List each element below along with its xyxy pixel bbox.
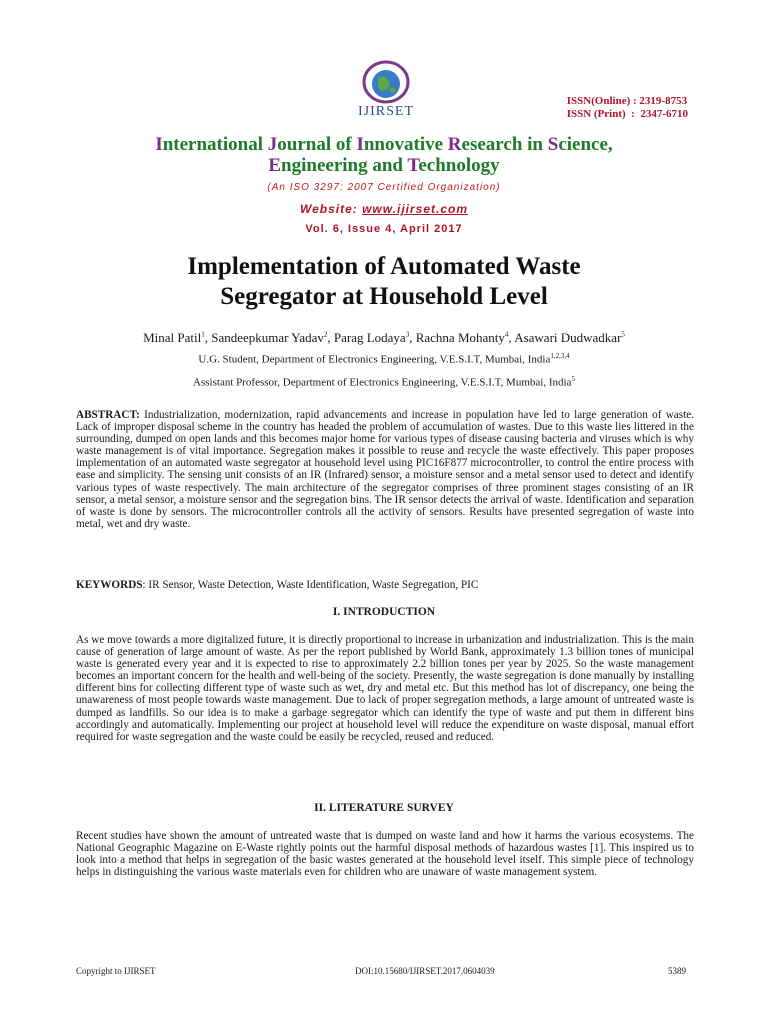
website-label: Website: xyxy=(299,202,363,216)
keywords-label: KEYWORDS xyxy=(76,579,143,591)
journal-title-word: Engineering xyxy=(268,155,368,176)
journal-title-word: and xyxy=(372,155,403,176)
footer-page-number: 5389 xyxy=(668,966,686,976)
paper-title xyxy=(0,252,768,312)
abstract-text: Industrialization, modernization, rapid advancements and increase in population have led to large generation of waste. Lack of improper disposal scheme in the country has headed the problem of accumulation of wastes. Due to this waste lies littered in the surrounding, dumped on open lands and this becomes major home for various types of disease causing bacteria and viruses which is why waste management is of vital importance. Segregation makes it possible to reuse and recycle the waste effectively. This paper proposes implementation of an automated waste segregator at household level using PIC16F877 microcontroller, to control the entire process with ease and simplicity. The sensing unit consists of an IR (Infrared) sensor, a moisture sensor and a metal sensor used to detect and identify various types of waste respectively. The main architecture of the segregator comprises of three prominent stages consisting of an IR sensor, a metal sensor, a moisture sensor and the segregation bins. The IR sensor detects the arrival of waste. Identification and separation of waste is done by sensors. The microcontroller controls all the activity of sensors. Results have presented segregation of waste into metal, wet and dry waste. xyxy=(76,409,694,530)
volume-issue: Vol. 6, Issue 4, April 2017 xyxy=(305,223,463,235)
journal-title-word: in xyxy=(527,134,543,155)
section-heading-introduction: I. INTRODUCTION xyxy=(332,606,436,618)
author-name: Asawari Dudwadkar xyxy=(514,330,622,345)
affiliation-students xyxy=(0,352,768,366)
issn-online: ISSN(Online) : 2319-8753 xyxy=(566,95,688,107)
certified-organization: (An ISO 3297: 2007 Certified Organization) xyxy=(267,182,501,193)
logo-text: IJIRSET xyxy=(358,104,414,119)
author-name: Parag Lodaya xyxy=(333,330,406,345)
author-list: Minal Patil$^1$, Sandeepkumar Yadav$^2$, Parag Lodaya$^3$, Rachna Mohanty$^4$, Asawari Dudwadkar$^5$ xyxy=(143,330,625,345)
journal-title-word: Science, xyxy=(547,134,613,155)
journal-title-word: Technology xyxy=(407,155,500,176)
author-sup: 5 xyxy=(621,330,625,339)
journal-title-line1 xyxy=(0,134,768,156)
footer-doi: DOI:10.15680/IJIRSET.2017.0604039 xyxy=(355,966,495,976)
journal-title-word: of xyxy=(335,134,352,155)
footer-copyright: Copyright to IJIRSET xyxy=(76,966,156,976)
author-name: Sandeepkumar Yadav xyxy=(211,330,324,345)
introduction-paragraph: As we move towards a more digitalized future, it is directly proportional to increase in urbanization and industrialization. This is the main cause of generation of large amount of waste. As per the report published by World Bank, approximately 1.3 billion tones of municipal waste is generated every year and it is expected to rise to approximately 2.2 billion tones per year by 2025. So the waste management becomes an important concern for the health and well-being of the society. Presently, the waste segregation is done manually by installing different bins for collecting different type of waste such as wet, dry and metal etc. But this method has lot of discrepancy, one being the unawareness of most people towards waste management. Due to lack of proper segregation methods, a large amount of untreated waste is dumped as landfills. So our idea is to make a garbage segregator which can identify the type of waste and put them in different bins accordingly and automatically. Implementing our project at household level will reduce the expenditure on waste disposal, manual effort required for waste segregation and the waste could be easily be recycled, reused and reduced. xyxy=(76,634,694,743)
author-sup: 4 xyxy=(504,330,509,339)
abstract-label: ABSTRACT: xyxy=(76,409,140,421)
author-sup: 2 xyxy=(323,330,328,339)
author-sup: 1 xyxy=(201,330,205,339)
author-name: Rachna Mohanty xyxy=(415,330,505,345)
keywords-text: : IR Sensor, Waste Detection, Waste Identification, Waste Segregation, PIC xyxy=(142,579,479,591)
author-sup: 3 xyxy=(405,330,410,339)
affiliation-text: Assistant Professor, Department of Electronics Engineering, V.E.S.I.T, Mumbai, India xyxy=(193,376,572,389)
journal-title-word: Research xyxy=(447,134,523,155)
affiliation-professor xyxy=(0,375,768,389)
issn-print: ISSN (Print) : 2347-6710 xyxy=(566,108,688,120)
affiliation-sup: 1,2,3,4 xyxy=(550,352,570,360)
journal-title-line2 xyxy=(0,155,768,177)
website-link[interactable]: www.ijirset.com xyxy=(362,202,469,216)
issn-block xyxy=(567,95,688,121)
literature-survey-paragraph: Recent studies have shown the amount of untreated waste that is dumped on waste land and how it harms the various ecosystems. The National Geographic Magazine on E-Waste rightly points out the harmful disposal methods of hazardous wastes [1]. This inspired us to look into a method that helps in segregation of the basic wastes generated at the household level itself. This simple piece of technology helps in distinguishing the various waste materials even for children who are unaware of waste management system. xyxy=(76,830,694,879)
paper-title-line2: Segregator at Household Level xyxy=(220,283,548,310)
affiliation-text: U.G. Student, Department of Electronics Engineering, V.E.S.I.T, Mumbai, India xyxy=(198,353,551,366)
keywords xyxy=(76,579,694,591)
journal-title-word: Innovative xyxy=(356,134,444,155)
abstract xyxy=(76,409,694,530)
affiliation-sup: 5 xyxy=(571,375,575,383)
journal-title-word: Journal xyxy=(267,134,332,155)
website-line xyxy=(0,202,768,216)
journal-title-word: International xyxy=(155,134,264,155)
paper-title-line1: Implementation of Automated Waste xyxy=(187,253,581,280)
author-name: Minal Patil xyxy=(143,330,202,345)
section-heading-literature-survey: II. LITERATURE SURVEY xyxy=(314,802,454,814)
